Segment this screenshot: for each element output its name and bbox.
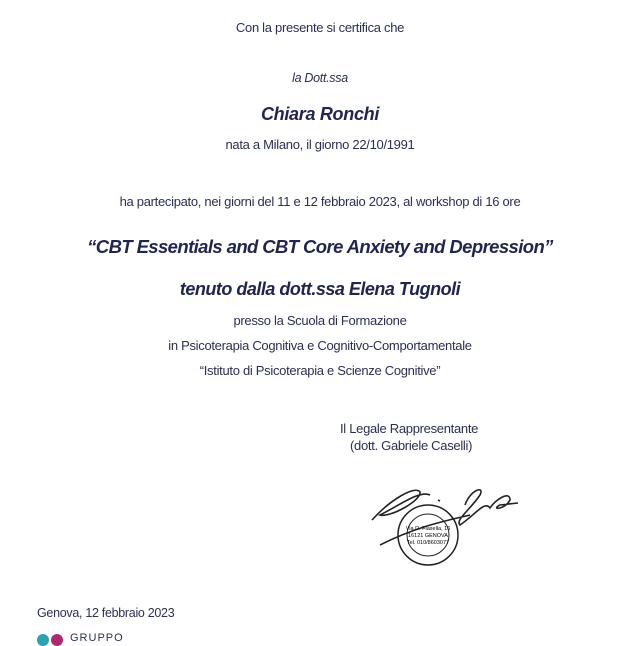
intro-text: Con la presente si certifica che [235, 20, 405, 35]
teacher-line: tenuto dalla dott.ssa Elena Tugnoli [179, 279, 461, 299]
workshop-title: “CBT Essentials and CBT Core Anxiety and Depression” [87, 236, 553, 257]
logo-text: GRUPPO [70, 632, 124, 644]
stamp-line-2: 16121 GENOVA [408, 533, 448, 539]
signatory-name: (dott. Gabriele Caselli) [350, 438, 473, 453]
recipient-name: Chiara Ronchi [260, 104, 380, 124]
birth-info: nata a Milano, il giorno 22/10/1991 [225, 137, 415, 152]
signatory-role: Il Legale Rappresentante [340, 421, 479, 436]
school-line-3: “Istituto di Psicoterapia e Scienze Cognitive” [199, 363, 441, 378]
logo-magenta-circle [51, 634, 63, 646]
stamp-line-3: Tel. 010/8603077 [406, 540, 450, 546]
logo-teal-circle [37, 634, 49, 646]
school-line-2: in Psicoterapia Cognitiva e Cognitivo-Comportamentale [168, 338, 472, 353]
stamp-line-1: Via D. Fiasella, 16 [405, 526, 451, 532]
participation-text: ha partecipato, nei giorni del 11 e 12 febbraio 2023, al workshop di 16 ore [119, 194, 521, 209]
signature-stamp [360, 470, 530, 580]
place-date: Genova, 12 febbraio 2023 [37, 606, 175, 620]
title-prefix: la Dott.ssa [292, 71, 348, 85]
school-line-1: presso la Scuola di Formazione [233, 313, 407, 328]
